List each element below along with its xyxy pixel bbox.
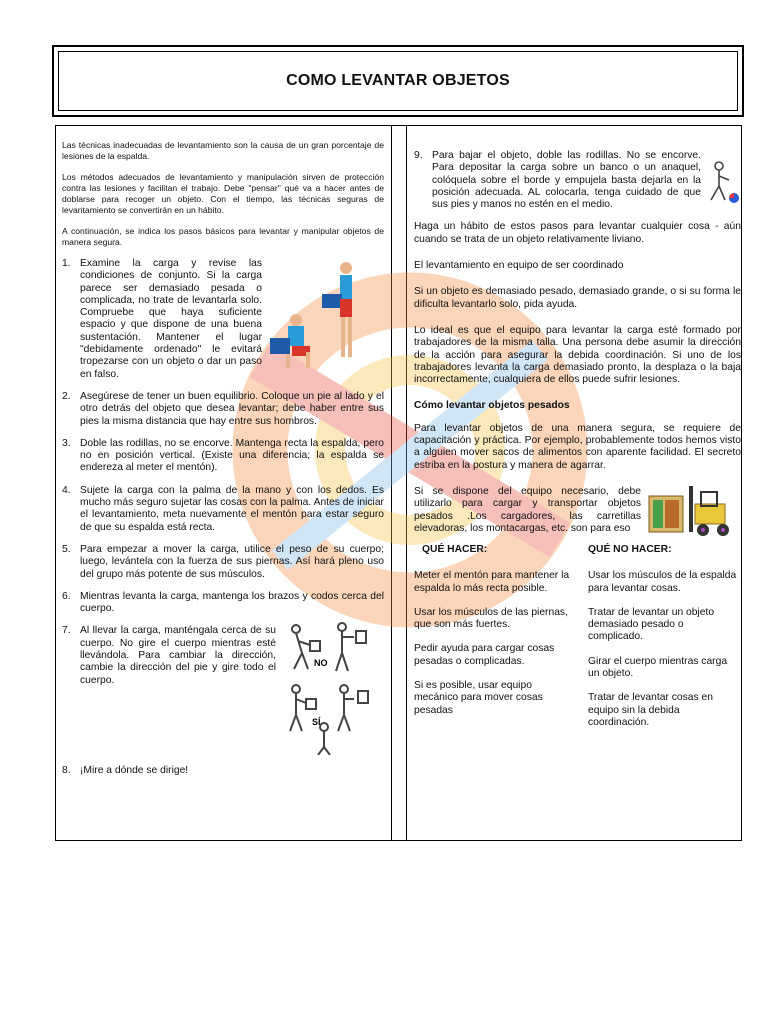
step-number: 6.: [62, 590, 71, 602]
do-item: Pedir ayuda para cargar cosas pesadas o complicadas.: [414, 643, 555, 667]
step-text: ¡Mire a dónde se dirige!: [80, 765, 189, 777]
intro-paragraph: A continuación, se indica los pasos básicos para levantar y manipular objetos de manera segura.: [62, 226, 384, 247]
step-number: 3.: [62, 437, 71, 449]
dont-column: [588, 544, 738, 741]
do-heading: QUÉ HACER:: [422, 543, 488, 555]
intro-paragraph: Las técnicas inadecuadas de levantamiento son la causa de un gran porcentaje de lesiones de la espalda.: [62, 140, 384, 161]
lowering-illustration: [707, 160, 741, 210]
dont-item: Girar el cuerpo mientras carga un objeto.: [588, 655, 728, 680]
page-title: COMO LEVANTAR OBJETOS: [286, 72, 510, 89]
step-text: Para empezar a mover la carga, utilice el peso de su cuerpo; luego, levántela con la fuerza de sus piernas. Así hará pleno uso del grupo más potente de sus músculos.: [80, 543, 384, 580]
step-item: [62, 544, 384, 581]
step-text: Examine la carga y revise las condiciones de conjunto. Si la carga parece ser demasiado pesada o complicada, no trate de levantarla solo. Compruebe que haya suficiente espacio y que dispone de una buena sustentación. Mantener el lugar "debidamente ordenado" le evitará tropezarse con un objeto o dar un paso en falso.: [80, 258, 262, 380]
step-item: [62, 625, 384, 755]
do-item: Usar los músculos de las piernas, que son más fuertes.: [414, 606, 568, 631]
step-text: Para bajar el objeto, doble las rodillas. No se encorve. Para depositar la carga sobre un banco o un anaquel, colóquela sobre el borde y empujela basta dejarla en la posición adecuada. AL colocarla, tenga cuidado de que sus pies y manos no estén en el medio.: [432, 150, 701, 211]
do-column: [414, 544, 574, 741]
step-item: [62, 391, 384, 428]
dont-item: Usar los músculos de la espalda para levantar cosas.: [588, 570, 737, 594]
lifting-illustration: [266, 256, 384, 374]
step-item: [62, 438, 384, 475]
left-column: [62, 140, 384, 788]
do-dont-table: [414, 544, 741, 741]
step-item: [414, 150, 741, 211]
step-item: [62, 258, 384, 381]
step-item: [62, 485, 384, 534]
step-text: Al llevar la carga, manténgala cerca de su cuerpo. No gire el cuerpo mientras esté llevándola. Para cambiar la dirección, cambie la dirección del pie y gire todo el cuerpo.: [80, 625, 276, 686]
step-number: 9.: [414, 150, 423, 161]
step-item: [62, 591, 384, 616]
title-frame: [52, 45, 744, 117]
equipment-paragraph: Si se dispone del equipo necesario, debe utilizarlo para cargar y transportar objetos pesados .Los cargadores, las carretillas elevadoras, los montacargas, etc. son para eso: [414, 485, 641, 534]
step-text: Asegúrese de tener un buen equilibrio. Coloque un pie al lado y el otro detrás del objeto que desea levantar; debe haber entre sus pies la misma distancia que hay entre sus hombros.: [80, 390, 384, 427]
step-text: Mientras levanta la carga, mantenga los brazos y codos cerca del cuerpo.: [80, 590, 384, 615]
dont-item: Tratar de levantar cosas en equipo sin la debida coordinación.: [588, 692, 713, 728]
heavy-paragraph: Para levantar objetos de una manera segura, se requiere de capacitación y práctica. Por ejemplo, probablemente todos hemos visto a alguien mover sacos de alimentos con aparente facilidad. El secreto estriba en la postura y manera de agarrar.: [414, 422, 741, 471]
intro-paragraph: Los métodos adecuados de levantamiento y manipulación sirven de protección contra las lesiones y facilitan el trabajo. Debe "pensar" qué va a hacer antes de doblarse para recoger un objeto. Con el tiempo, las técnicas seguras de levantamiento se convertirán en un hábito.: [62, 172, 384, 215]
do-item: Meter el mentón para mantener la espalda lo más recta posible.: [414, 570, 570, 594]
step-number: 2.: [62, 390, 71, 402]
step-text: Sujete la carga con la palma de la mano y con los dedos. Es mucho más seguro sujetar las cosas con la palma. Antes de iniciar el levantamiento, meta nuevamente el mentón para estar seguro de que su espalda está recta.: [80, 484, 384, 533]
team-heading: El levantamiento en equipo de ser coordinado: [414, 260, 624, 272]
step-number: 5.: [62, 543, 71, 555]
forklift-illustration: [645, 486, 741, 540]
carry-illustration: [284, 619, 384, 755]
do-item: Si es posible, usar equipo mecánico para mover cosas pesadas: [414, 680, 543, 716]
heavy-heading: Cómo levantar objetos pesados: [414, 400, 570, 412]
dont-item: Tratar de levantar un objeto demasiado pesado o complicado.: [588, 606, 715, 643]
no-label: NO: [314, 658, 328, 669]
step-text: Doble las rodillas, no se encorve. Mantenga recta la espalda, pero no en posición vertical. (Existe una diferencia; la espalda se endereza al meter el mentón).: [80, 437, 384, 474]
step-item: [62, 765, 384, 777]
team-paragraph: Si un objeto es demasiado pesado, demasiado grande, o si su forma le dificulta levantarlo solo, pida ayuda.: [414, 286, 741, 310]
step-number: 8.: [62, 765, 71, 777]
si-label: SÍ: [312, 717, 321, 728]
step-number: 1.: [62, 258, 71, 269]
step-number: 4.: [62, 484, 71, 496]
step-number: 7.: [62, 625, 71, 637]
title-inner-frame: [58, 51, 738, 111]
habit-paragraph: Haga un hábito de estos pasos para levantar cualquier cosa - aún cuando se trata de un objeto relativamente liviano.: [414, 221, 741, 245]
right-column: [414, 150, 741, 741]
team-paragraph: Lo ideal es que el equipo para levantar la carga esté formado por trabajadores de la misma talla. Una persona debe asumir la dirección de la acción para asegurar la debida coordinación. Si uno de los trabajadores levanta la carga demasiado pronto, la desplaza o la baja incorrectamente, cualquiera de ellos puede sufrir lesiones.: [414, 324, 741, 386]
dont-heading: QUÉ NO HACER:: [588, 543, 672, 555]
